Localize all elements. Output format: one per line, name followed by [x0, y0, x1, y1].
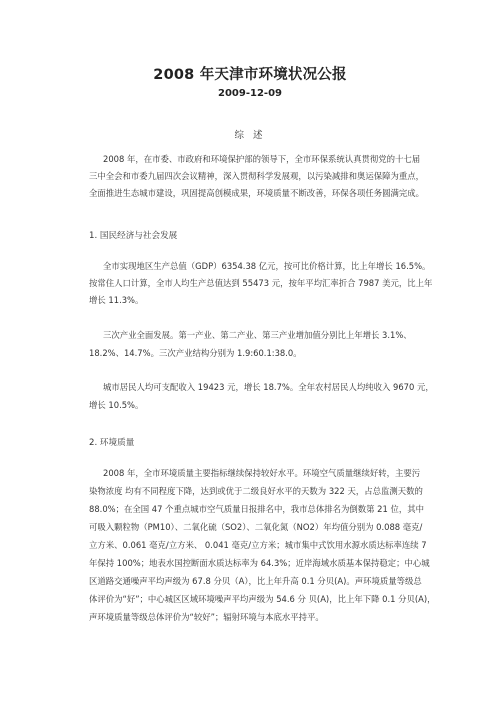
econ-p1-line-1: 全市实现地区生产总值（GDP）6354.38 亿元，按可比价格计算，比上年增长 16.5%。: [103, 261, 431, 271]
env-line-3: 88.0%；在全国 47 个重点城市空气质量日报排名中，我市总体排名为倒数第 21 位，其中: [89, 504, 424, 514]
econ-p1-line-3: 增长 11.3%。: [89, 295, 144, 305]
heading-economy: 1. 国民经济与社会发展: [89, 231, 178, 241]
econ-p2-line-2: 18.2%、14.7%。三次产业结构分别为 1.9:60.1:38.0。: [89, 348, 302, 358]
econ-p3-line-1: 城市居民人均可支配收入 19423 元，增长 18.7%。全年农村居民人均纯收入 9670 元，: [103, 382, 434, 392]
env-line-1: 2008 年，全市环境质量主要指标继续保持较好水平。环境空气质量继续好转，主要污: [103, 468, 421, 478]
section-title: 综 述: [234, 130, 266, 141]
heading-environment: 2. 环境质量: [89, 438, 135, 448]
env-line-2: 染物浓度 均有不同程度下降，达到或优于二级良好水平的天数为 322 天，占总监测天数的: [89, 486, 423, 496]
intro-line-1: 2008 年，在市委、市政府和环境保护部的领导下，全市环保系统认真贯彻党的十七届: [103, 154, 421, 164]
publish-date: 2009-12-09: [218, 88, 282, 99]
document-title: 2008 年天津市环境状况公报: [153, 67, 347, 83]
econ-p3-line-2: 增长 10.5%。: [89, 400, 144, 410]
env-line-7: 区道路交通噪声平均声级为 67.8 分贝（A），比上年升高 0.1 分贝(A)。声环境质量等级总: [89, 576, 422, 586]
econ-p1-line-2: 按常住人口计算，全市人均生产总值达到 55473 元，按年平均汇率折合 7987 美元，比上年: [89, 278, 433, 288]
env-line-5: 立方米、0.061 毫克/立方米、 0.041 毫克/立方米；城市集中式饮用水源水质达标率连续 7: [89, 540, 427, 550]
env-line-9: 声环境质量等级总体评价为“较好”；辐射环境与本底水平持平。: [89, 612, 324, 622]
env-line-4: 可吸入颗粒物（PM10）、二氧化硫（SO2）、二氧化氮（NO2）年均值分别为 0.088 毫克/: [89, 522, 423, 532]
env-line-8: 体评价为“好”；中心城区区域环境噪声平均声级为 54.6 分 贝(A)，比上年下降 0.1 分贝(A)，: [89, 594, 436, 604]
econ-p2-line-1: 三次产业全面发展。第一产业、第二产业、第三产业增加值分别比上年增长 3.1%、: [103, 330, 412, 340]
env-line-6: 年保持 100%；地表水国控断面水质达标率为 64.3%；近岸海域水质基本保持稳定；中心城: [89, 558, 430, 568]
intro-line-2: 三中全会和市委九届四次会议精神，深入贯彻科学发展观，以污染减排和奥运保障为重点，: [89, 171, 424, 181]
intro-line-3: 全面推进生态城市建设，巩固提高创模成果，环境质量不断改善，环保各项任务圆满完成。: [89, 188, 424, 198]
